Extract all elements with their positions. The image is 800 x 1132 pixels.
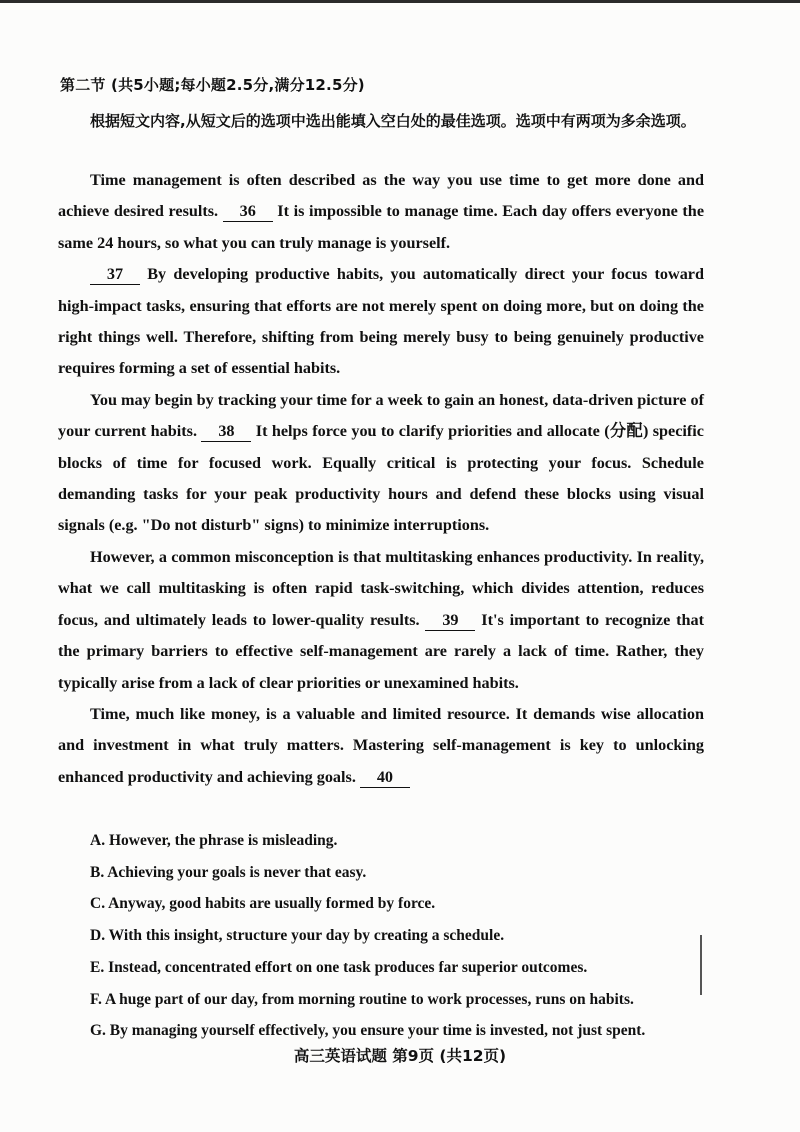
- option-c: C. Anyway, good habits are usually formed by force.: [90, 895, 436, 913]
- paragraph-text: However, a common misconception is that multitasking enhances productivity. In reality, what we call multitasking is often rapid task-switching, which divides attention, reduces focus, and ultimately leads to lower-quality results.: [58, 547, 704, 629]
- option-a: A. However, the phrase is misleading.: [90, 832, 338, 849]
- paragraph-text: By developing productive habits, you automatically direct your focus toward high-impact tasks, ensuring that efforts are not merely spent on doing more, but on doing the right things well. Therefore, shifting from being merely busy to being genuinely productive requires forming a set of essential habits.: [58, 265, 704, 378]
- paragraph-text: It is impossible to manage time. Each day offers everyone the same 24 hours, so what you can truly manage is yourself.: [58, 202, 704, 252]
- option-e: E. Instead, concentrated effort on one task produces far superior outcomes.: [90, 958, 588, 976]
- paragraph-text: It helps force you to clarify priorities and allocate (分配) specific blocks of time for focused work. Equally critical is protecting your focus. Schedule demanding tasks for your peak productivity hours and defend these blocks using visual signals (e.g. "Do not disturb" signs) to minimize interruptions.: [58, 422, 704, 535]
- paragraph-text: It's important to recognize that the primary barriers to effective self-management are rarely a lack of time. Rather, they typically arise from a lack of clear priorities or unexamined habits.: [58, 610, 704, 692]
- paragraph-text: You may begin by tracking your time for a week to gain an honest, data-driven picture of your current habits.: [58, 390, 704, 441]
- paragraph-text: Time, much like money, is a valuable and limited resource. It demands wise allocation and investment in what truly matters. Mastering self-management is key to unlocking enhanced productivity and achieving goals.: [58, 704, 704, 786]
- option-f: F. A huge part of our day, from morning routine to work processes, runs on habits.: [90, 990, 634, 1008]
- margin-line: [700, 935, 702, 995]
- answer-options: [90, 825, 710, 1047]
- passage-paragraph-5: [58, 699, 704, 793]
- paragraph-text: Time management is often described as the way you use time to get more done and achieve desired results.: [58, 171, 704, 221]
- option-g: G. By managing yourself effectively, you ensure your time is invested, not just spent.: [90, 1022, 646, 1040]
- passage-paragraph-1: [58, 165, 704, 259]
- passage-paragraph-2: [58, 259, 704, 385]
- blank-37: 37: [90, 264, 140, 285]
- section-title: 第二节 (共5小题;每小题2.5分,满分12.5分): [60, 76, 365, 94]
- option-d: D. With this insight, structure your day by creating a schedule.: [90, 927, 505, 945]
- page-footer: 高三英语试题 第9页 (共12页): [293, 1047, 507, 1065]
- blank-40: 40: [360, 767, 410, 788]
- scan-top-edge: [0, 0, 800, 3]
- passage-paragraph-4: [58, 542, 704, 699]
- reading-passage: [58, 165, 704, 793]
- blank-36: 36: [223, 201, 273, 222]
- section-instructions: 根据短文内容,从短文后的选项中选出能填入空白处的最佳选项。选项中有两项为多余选项。: [90, 112, 696, 130]
- blank-39: 39: [425, 610, 475, 631]
- passage-paragraph-3: [58, 385, 704, 542]
- blank-38: 38: [201, 421, 251, 442]
- option-b: B. Achieving your goals is never that easy.: [90, 863, 367, 881]
